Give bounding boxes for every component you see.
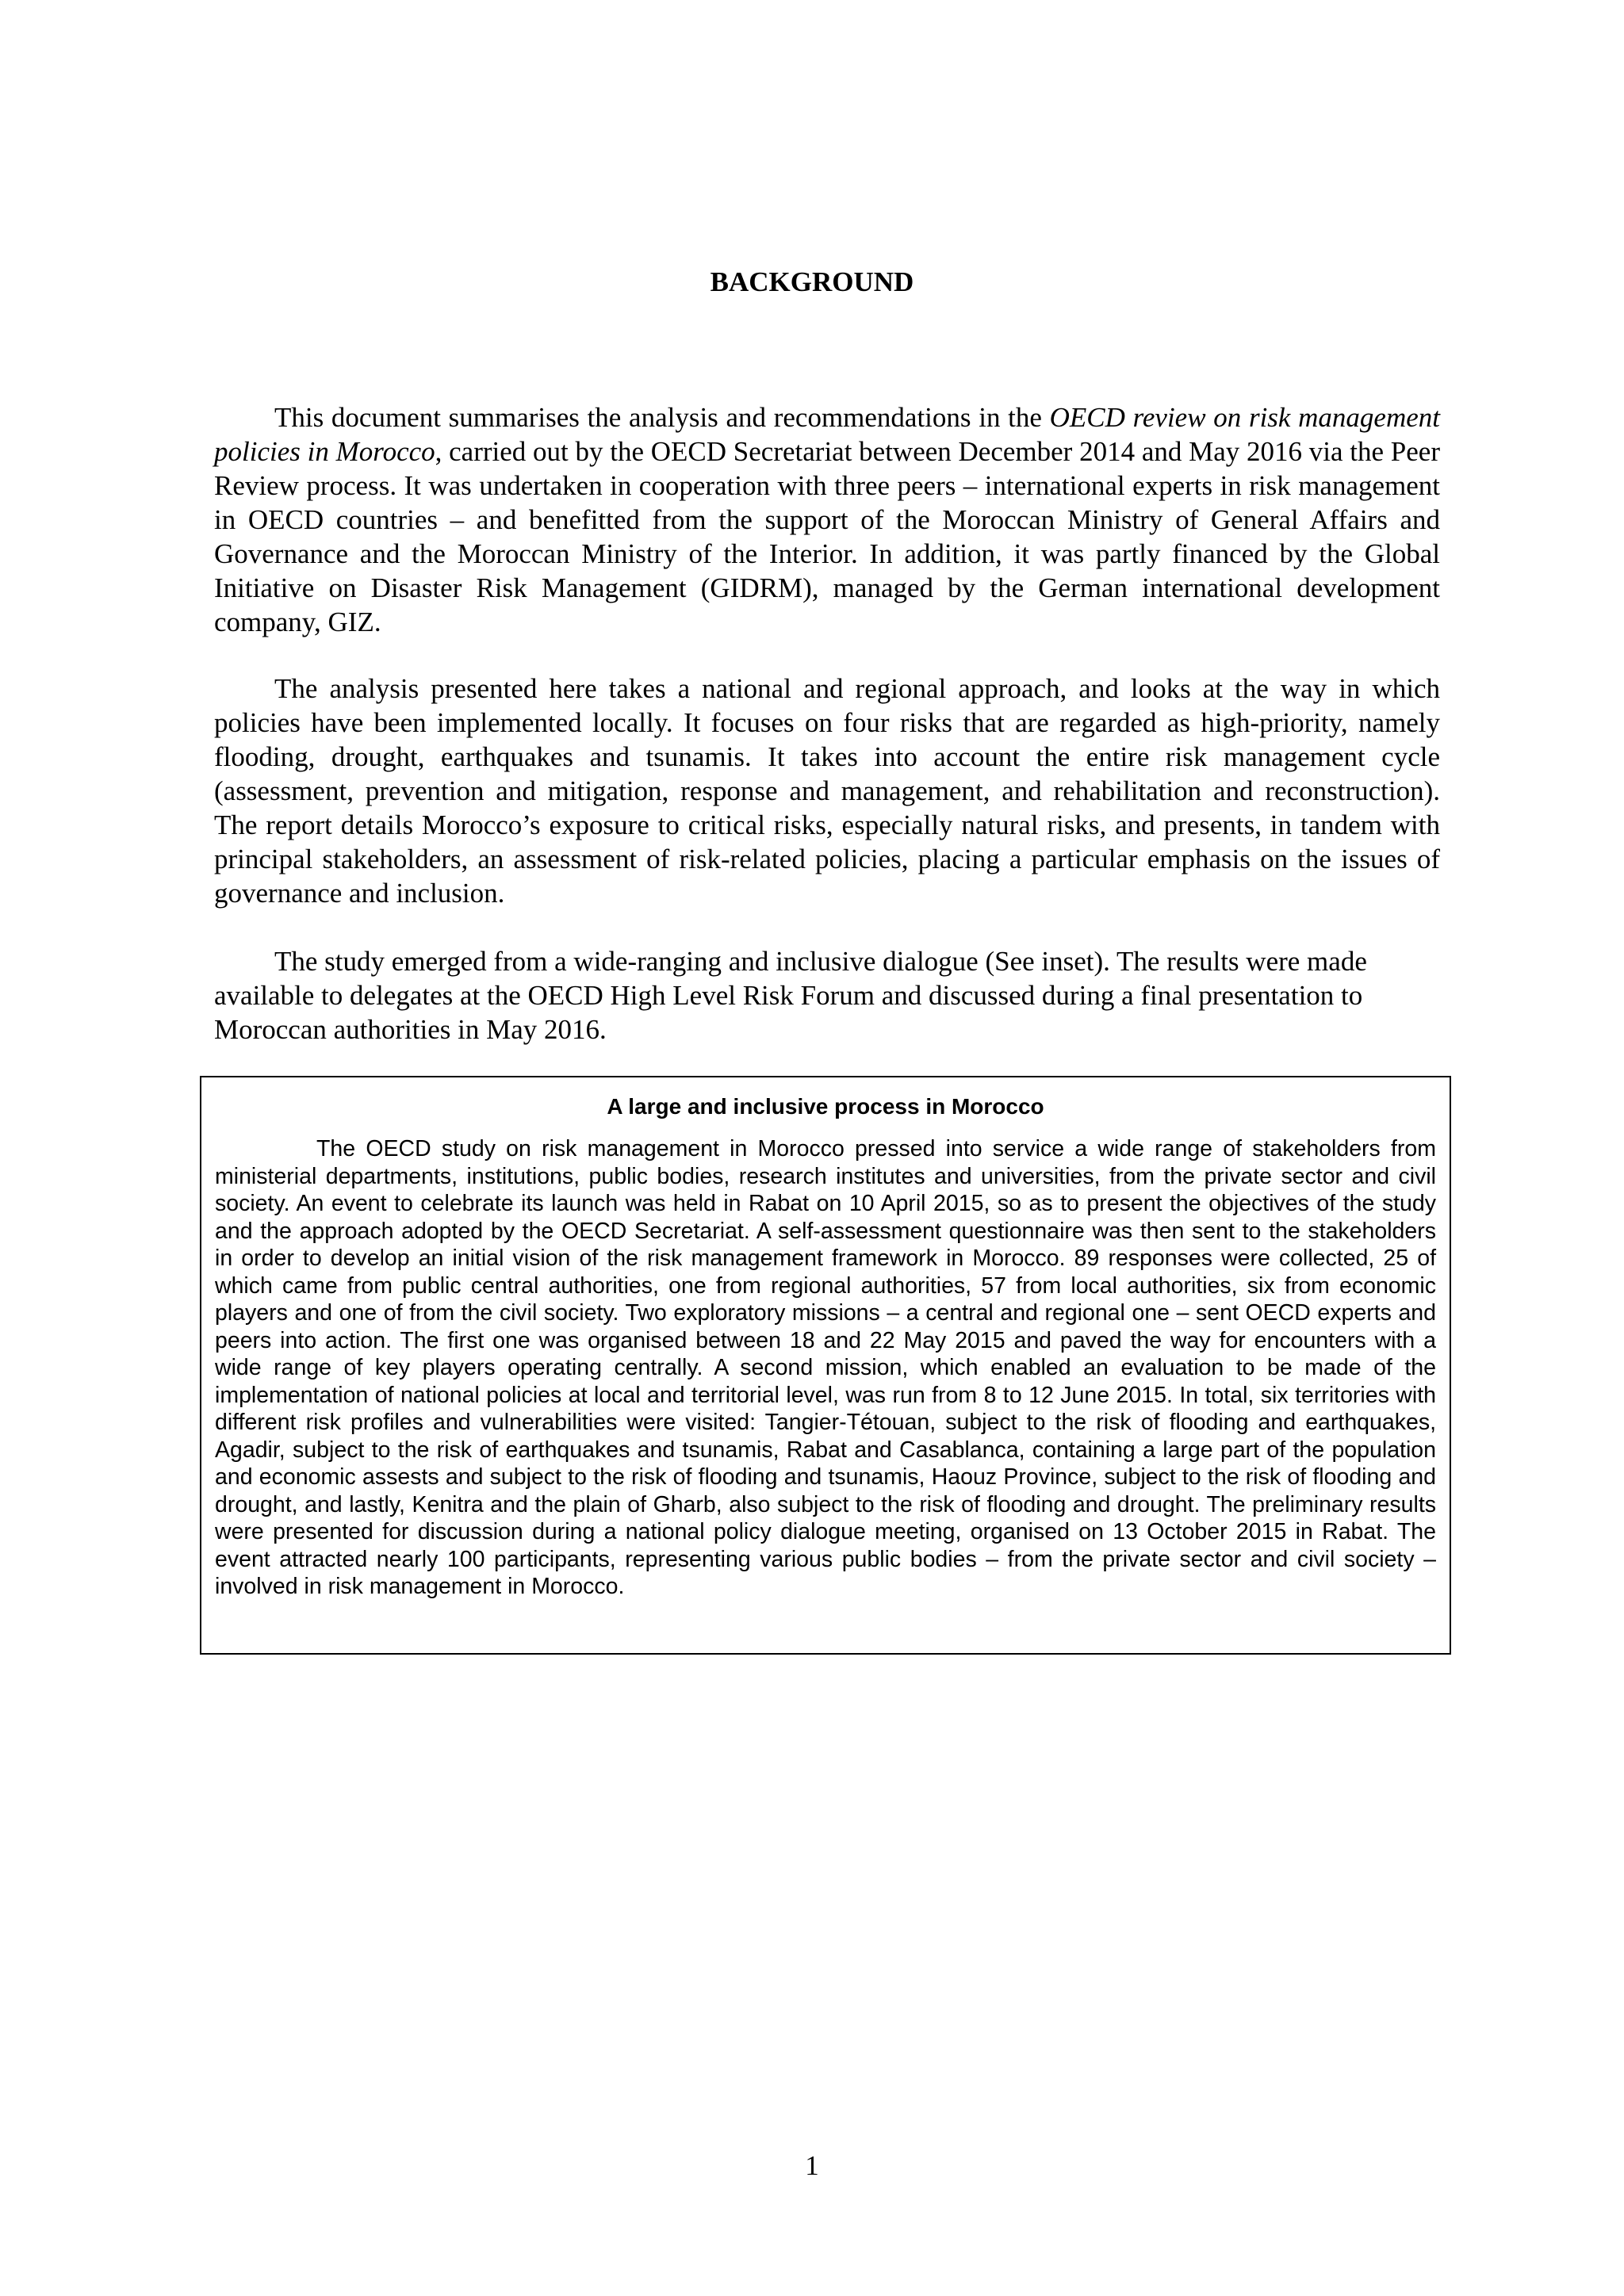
inset-body: The OECD study on risk management in Morocco pressed into service a wide range of stakeholders from ministerial departments, institutions, public bodies, research institutes and universities, from the private sector and civil society. An event to celebrate its launch was held in Rabat on 10 April 2015, so as to present the objectives of the study and the approach adopted by the OECD Secretariat. A self-assessment questionnaire was then sent to the stakeholders in order to develop an initial vision of the risk management framework in Morocco. 89 responses were collected, 25 of which came from public central authorities, one from regional authorities, 57 from local authorities, six from economic players and one of from the civil society. Two exploratory missions – a central and regional one – sent OECD experts and peers into action. The first one was organised between 18 and 22 May 2015 and paved the way for encounters with a wide range of key players operating centrally. A second mission, which enabled an evaluation to be made of the implementation of national policies at local and territorial level, was run from 8 to 12 June 2015. In total, six territories with different risk profiles and vulnerabilities were visited: Tangier-Tétouan, subject to the risk of flooding and earthquakes, Agadir, subject to the risk of earthquakes and tsunamis, Rabat and Casablanca, containing a large part of the population and economic assests and subject to the risk of flooding and tsunamis, Haouz Province, subject to the risk of flooding and drought, and lastly, Kenitra and the plain of Gharb, also subject to the risk of flooding and drought. The preliminary results were presented for discussion during a national policy dialogue meeting, organised on 13 October 2015 in Rabat. The event attracted nearly 100 participants, representing various public bodies – from the private sector and civil society – involved in risk management in Morocco.: [215, 1136, 1436, 1599]
paragraph-approach: The analysis presented here takes a national and regional approach, and looks at the way in which policies have been implemented locally. It focuses on four risks that are regarded as high-priority, namely flooding, drought, earthquakes and tsunamis. It takes into account the entire risk management cycle (assessment, prevention and mitigation, response and management, and rehabilitation and reconstruction). The report details Morocco’s exposure to critical risks, especially natural risks, and presents, in tandem with principal stakeholders, an assessment of risk-related policies, placing a particular emphasis on the issues of governance and inclusion.: [214, 673, 1440, 909]
inset-box: [200, 1076, 1451, 1655]
report-title: OECD review on risk management policies in Morocco: [214, 402, 1440, 467]
inset-title: A large and inclusive process in Morocco: [607, 1094, 1044, 1119]
paragraph-intro-rest: , carried out by the OECD Secretariat between December 2014 and May 2016 via the Peer Review process. It was undertaken in cooperation with three peers – international experts in risk management in OECD countries – and benefitted from the support of the Moroccan Ministry of General Affairs and Governance and the Moroccan Ministry of the Interior. In addition, it was partly financed by the Global Initiative on Disaster Risk Management (GIDRM), managed by the German international development company, GIZ.: [214, 436, 1440, 637]
paragraph-dialogue: The study emerged from a wide-ranging and inclusive dialogue (See inset). The results were made available to delegates at the OECD High Level Risk Forum and discussed during a final presentation to Moroccan authorities in May 2016.: [214, 946, 1367, 1045]
paragraph-intro-lead: This document summarises the analysis and recommendations in the: [274, 402, 1050, 433]
page-number: 1: [805, 2150, 819, 2181]
page-heading: BACKGROUND: [710, 266, 914, 297]
paragraph-intro: [214, 400, 1440, 639]
